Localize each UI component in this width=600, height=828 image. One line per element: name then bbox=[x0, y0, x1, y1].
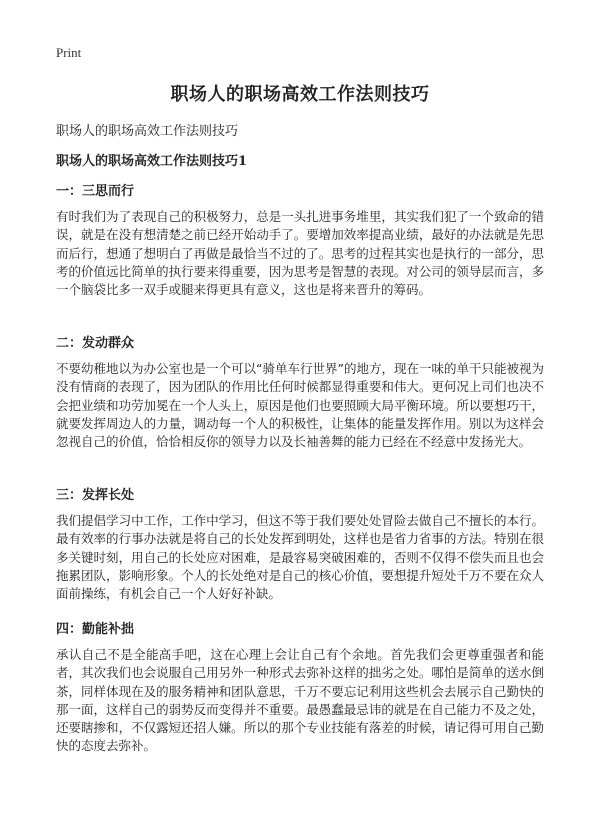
page-title: 职场人的职场高效工作法则技巧 bbox=[170, 84, 430, 105]
section-heading: 一：三思而行 bbox=[56, 184, 135, 199]
section-paragraph: 不要幼稚地以为办公室也是一个可以“骑单车行世界”的地方，现在一味的单干只能被视为没有情商的表现了，因为团队的作用比任何时候都显得重要和伟大。更何况上司们也决不会把业绩和功劳加冕在一个人头上，原因是他们也要照顾大局平衡环境。所以要想巧干，就要发挥周边人的力量，调动每一个人的积极性，让集体的能量发挥作用。别以为这样会忽视自己的价值，恰恰相反你的领导力以及长袖善舞的能力已经在不经意中发扬光大。 bbox=[56, 361, 544, 450]
document-subtitle: 职场人的职场高效工作法则技巧 bbox=[56, 124, 239, 139]
section-heading: 二：发动群众 bbox=[56, 336, 135, 351]
section-paragraph: 我们提倡学习中工作，工作中学习，但这不等于我们要处处冒险去做自己不擅长的本行。最有效率的行事办法就是将自己的长处发挥到明处，这样也是省力省事的方法。特别在很多关键时刻，用自己的长处应对困难，是最容易突破困难的，否则不仅得不偿失而且也会拖累团队，影响形象。个人的长处绝对是自己的核心价值，要想提升短处千万不要在众人面前操练，有机会自己一个人好好补缺。 bbox=[56, 513, 544, 602]
section-paragraph: 有时我们为了表现自己的积极努力，总是一头扎进事务堆里，其实我们犯了一个致命的错误，就是在没有想清楚之前已经开始动手了。要增加效率提高业绩，最好的办法就是先思而后行，想通了想明白了再做是最恰当不过的了。思考的过程其实也是执行的一部分，思考的价值远比简单的执行要来得重要，因为思考是智慧的表现。对公司的领导层而言，多一个脑袋比多一双手或腿来得更具有意义，这也是将来晋升的筹码。 bbox=[56, 209, 544, 298]
section-paragraph: 承认自己不是全能高手吧，这在心理上会让自己有个余地。首先我们会更尊重强者和能者，其次我们也会说服自己用另外一种形式去弥补这样的拙劣之处。哪怕是简单的送水倒茶，同样体现在及的服务精神和团队意思，千万不要忘记利用这些机会去展示自己勤快的那一面，这样自己的弱势反而变得并不重要。最愚蠢最忌讳的就是在自己能力不及之处，还要瞎掺和，不仅露短还招人嫌。所以的那个专业技能有落差的时候，请记得可用自己勤快的态度去弥补。 bbox=[56, 647, 544, 754]
section-heading: 三：发挥长处 bbox=[56, 488, 135, 503]
print-label: Print bbox=[56, 45, 82, 60]
section-heading: 四：勤能补拙 bbox=[56, 622, 135, 637]
main-heading: 职场人的职场高效工作法则技巧1 bbox=[56, 154, 248, 169]
